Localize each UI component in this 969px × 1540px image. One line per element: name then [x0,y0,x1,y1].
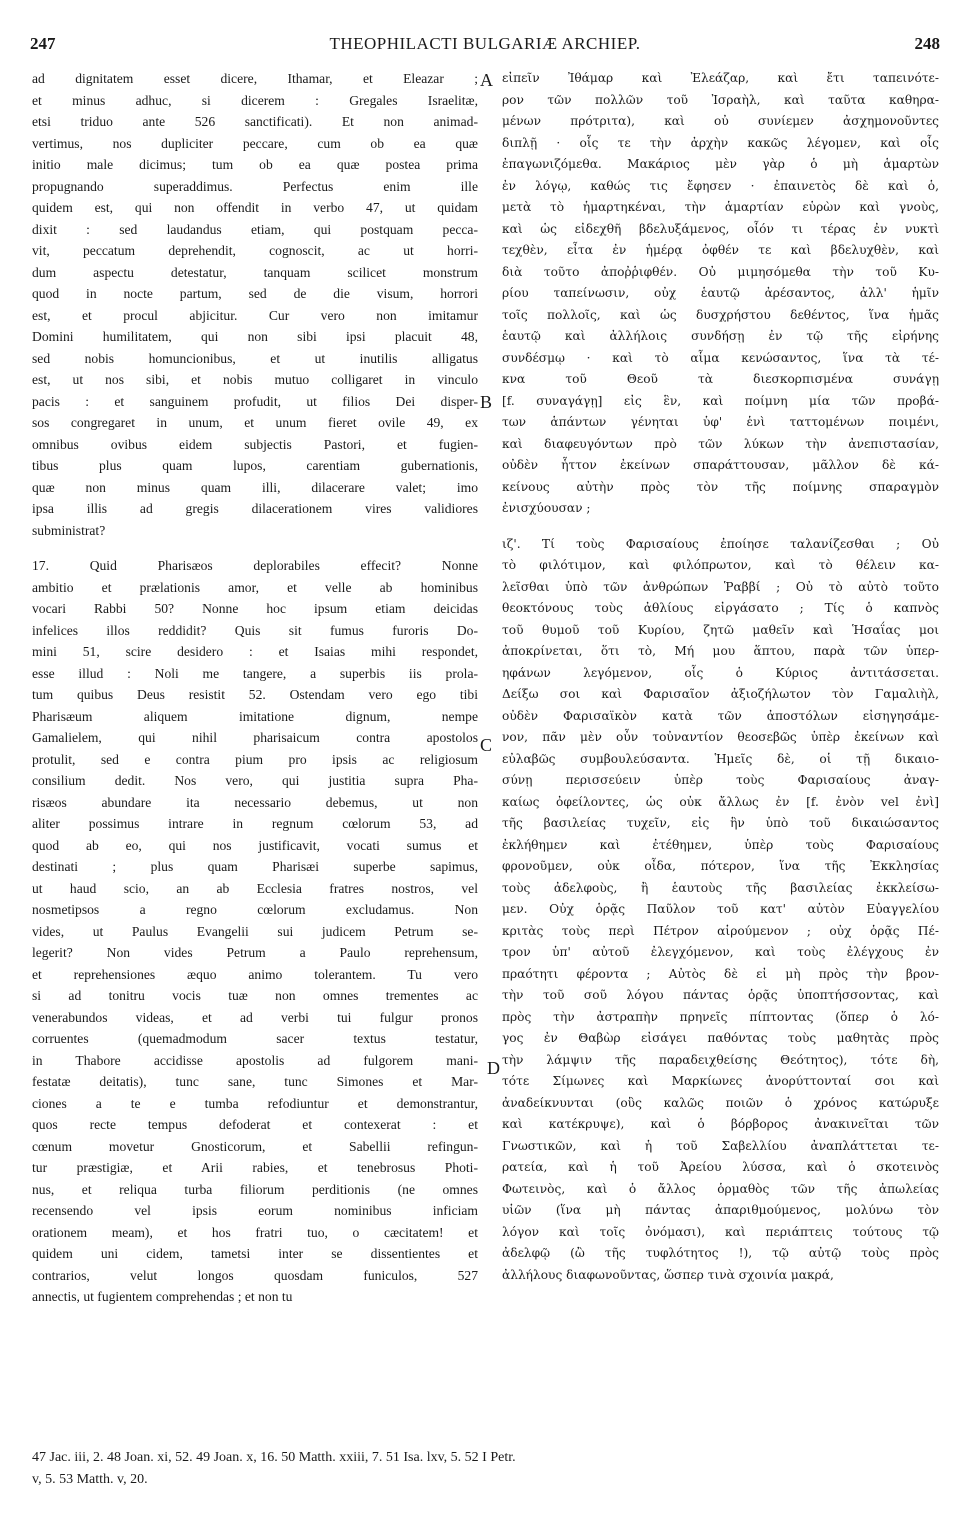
greek-line: ἀποκρίνεται, ὅτι τὸ, Μή μου ἅπτου, παρὰ τῶν ὑπερ- [502,644,939,658]
latin-line: recensendo vel ipsis eorum nominibus inficiam [32,1203,478,1218]
latin-column [32,68,478,1308]
latin-line: contrarios, velut longos quosdam funiculos, 527 [32,1267,478,1283]
greek-line: κριτὰς τοὺς περὶ Πέτρον αἱρούμενον ; οὐχ ὁρᾷς Πέ- [502,923,939,938]
latin-line: si ad tonitru vocis tuæ non omnes trementes ac [32,988,478,1003]
greek-line: τότε Σίμωνες καὶ Μαρκίωνες ἀνορύττονταί σοι καὶ [502,1074,939,1088]
greek-line: τεχθὲν, εἶτα ἐν ἡμέρᾳ ὀφθέν τε καὶ βδελυχθὲν, καὶ [502,243,939,257]
greek-line: διὰ τοῦτο ἀποῤῥιφθέν. Οὐ μιμησόμεθα τὴν τοῦ Κυ- [502,264,939,279]
greek-line: καὶ κατέκρυψε), καὶ ὁ βόρβορος ἀνακινεῖται τῶν [502,1117,939,1131]
greek-line: ρίου ταπείνωσιν, οὐχ ἑαυτῷ ἀρέσαντος, ἀλλ' ἡμῖν [502,286,939,300]
greek-line: τὸ φιλότιμον, καὶ φιλόπρωτον, καὶ τὸ θέλειν κα- [502,558,939,572]
latin-line: dum aspectu detestatur, tanquam scilicet monstrum [32,264,478,280]
paragraph-gap [502,520,939,534]
greek-line: [f. συναγάγῃ] εἰς ἓν, καὶ ποίμνη μία τῶν προβά- [502,393,939,408]
section-marker-b: B [480,392,493,412]
latin-line: quidem uni cidem, tametsi inter se dissentientes et [32,1246,478,1261]
latin-line: protulit, sed e contra pium pro ipsis ac religiosum [32,751,478,767]
greek-line: Δείξω σοι καὶ Φαρισαῖον ἀξιοζήλωτον τὸν Γαμαλιὴλ, [502,687,939,701]
latin-line: subministrat? [32,522,106,538]
latin-line: corruentes (quemadmodum sacer textus testatur, [32,1031,478,1046]
latin-line: in Thabore accidisse apostolis ad fulgorem mani- [32,1052,478,1068]
greek-line: φρονοῦμεν, οὐκ οἶδα, πότερον, ἵνα τῆς Ἐκκλησίας [502,859,939,873]
greek-line: πρὸς τὴν ἀστραπὴν πρηνεῖς πίπτοντας (ὅπερ ὁ λό- [502,1009,939,1024]
latin-line: Gamalielem, qui nihil pharisaicum contra apostolos [32,730,478,745]
greek-line: ηφάνων λεγόμενον, οἷς ὁ Κύριος ἀντιτάσσεται. [502,665,939,680]
latin-line: quod ab eo, qui nos justificavit, vocati sumus et [32,837,478,853]
greek-line: τοῖς πολλοῖς, καὶ ὡς δυσχρήστου δεθέντος, ἵνα ἡμᾶς [502,307,939,322]
latin-line: et reprehensiones æquo animo tolerantem. Tu vero [32,966,478,982]
paragraph-gap [32,541,478,555]
latin-line: ambitio et prælationis amor, et velle ab hominibus [32,579,478,595]
greek-line: κείνους αὐτὴν πρὸς τὸν τῆς ποίμνης σπαραγμὸν [502,479,939,494]
greek-line: θεοκτόνους τοὺς ἀθλίους εἰργάσατο ; Τίς ὁ καπνὸς [502,601,939,615]
footnote-line: 47 Jac. iii, 2. 48 Joan. xi, 52. 49 Joan. x, 16. 50 Matth. xxiii, 7. 51 Isa. lxv, 5. 52 I Petr. [32,1450,516,1465]
running-title: THEOPHILACTI BULGARIÆ ARCHIEP. [329,34,641,53]
latin-line: etsi triduo ante 526 sanctificati). Et non animad- [32,114,478,129]
page-number-right: 248 [914,34,940,53]
latin-line: Pharisæum aliquem imitatione dignum, nempe [32,708,478,724]
latin-line: quidem est, qui non offendit in verbo 47, ut quidam [32,200,478,215]
greek-line: τὴν τοῦ σοῦ λόγου πάντας ὁρᾷς ὑποπτήσσοντας, καὶ [502,988,939,1002]
greek-line: εἰπεῖν Ἰθάμαρ καὶ Ἐλεάζαρ, καὶ ἔτι ταπεινότε- [502,71,939,85]
latin-line: tur præstigiæ, et Arii rabies, et tenebrosus Photi- [32,1160,478,1175]
latin-line: omnibus ovibus eidem subjectis Pastori, et fugien- [32,436,478,452]
latin-line: annectis, ut fugientem comprehendas ; et non tu [32,1289,293,1304]
section-marker-c: C [480,735,493,755]
greek-line: πραότητι φέροντα ; Αὐτὸς δὲ εἰ μὴ πρὸς τὴν βρον- [502,966,939,981]
footnotes [32,1448,937,1491]
greek-line: των ἁπάντων γένηται ὑφ' ἑνὶ ταττομένων ποιμένι, [502,415,939,429]
latin-line: pacis : et sanguinem profudit, ut filios Dei disper- [32,393,478,409]
greek-line: ρον τῶν πολλῶν τοῦ Ἰσραὴλ, καὶ ταῦτα καθηρα- [502,92,939,107]
section-marker-a: A [480,70,493,90]
section-marker-d: D [487,1058,500,1078]
greek-line: καὶ διαφευγόντων πρὸ τῶν λύκων τὴν ἀνεπιστασίαν, [502,436,939,451]
latin-line: quos recte tempus defoderat et contexerat : et [32,1117,478,1132]
latin-line: ut haud scio, an ab Ecclesia fratres nostros, vel [32,880,478,896]
latin-line: 17. Quid Pharisæos deplorabiles effecit? Nonne [32,558,478,573]
greek-line: ιζ'. Τί τοὺς Φαρισαίους ἐποίησε ταλανίζεσθαι ; Οὐ [502,536,939,551]
latin-line: est, ut nos sibi, et nobis mutuo colligaret in vinculo [32,372,478,387]
greek-line: ἀδελφῷ (ὢ τῆς τυφλότητος !), τῷ αὐτῷ τοὺς πρὸς [502,1246,939,1260]
greek-line: οὐδὲν Φαρισαϊκὸν κατὰ τῶν ἀποστόλων εἰσηγησάμε- [502,708,939,723]
greek-line: τρον ὑπ' αὐτοῦ ἐλεγχόμενον, καὶ τοὺς ἐλέγχους ἐν [502,945,939,959]
greek-line: συνδέσμῳ · καὶ τὸ αἷμα κενώσαντος, ἵνα τὰ τέ- [502,350,939,365]
latin-line: est, et procul abjicitur. Cur vero non imitamur [32,307,478,323]
latin-line: ad dignitatem esset dicere, Ithamar, et Eleazar ; [32,71,478,86]
latin-line: sos congregaret in unum, et unum fieret ovile 49, ex [32,415,478,430]
latin-line: tum quibus Deus resistit 52. Ostendam vero ego tibi [32,687,478,702]
greek-line: μένων πρότριτα), καὶ οὐ συνίεμεν ἀσχημονοῦντες [502,114,939,128]
latin-line: et minus adhuc, si dicerem : Gregales Israelitæ, [32,92,478,108]
latin-line: vit, peccatum deprehendit, cognoscit, ac ut horri- [32,243,478,258]
greek-line: τὴν λάμψιν τῆς παραδειχθείσης Θεότητος), τότε δὴ, [502,1052,939,1067]
latin-line: nus, et reliqua turba filiorum perditionis (ne omnes [32,1181,478,1197]
latin-line: festatæ deitatis), tunc sane, tunc Simones et Mar- [32,1074,478,1089]
greek-line: λεῖσθαι ὑπὸ τῶν ἀνθρώπων Ῥαββί ; Οὐ τὸ αὐτὸ τοῦτο [502,579,939,594]
latin-line: ipsa illis ad gregis dilacerationem vires validiores [32,501,478,516]
latin-line: nosmetipsos a regno cœlorum excludamus. Non [32,902,478,917]
latin-line: venerabundos videas, et ad verbi tui fulgur pronos [32,1009,478,1025]
greek-line: διπλῇ · οἷς τε τὴν ἀρχὴν κακῶς λέγομεν, καὶ οἷς [502,135,939,150]
greek-line: μετὰ τὸ ἡμαρτηκέναι, τὴν ἁμαρτίαν εὑρὼν καὶ γνοὺς, [502,200,939,214]
latin-line: tibus plus quam lupos, carentiam gubernationis, [32,458,478,473]
greek-line: καίως ὀφείλοντες, ὡς οὐκ ἄλλως ἐν [f. ἐνὸν vel ἐνὶ] [502,794,939,809]
greek-line: οὐδὲν ἧττον ἐκείνων σπαράττουσαν, μᾶλλον δὲ κά- [502,458,939,472]
greek-line: ἐνισχύουσαν ; [502,501,591,515]
latin-line: infelices illos reddidit? Quis sit fumus furoris Do- [32,622,478,638]
greek-line: ἑαυτῷ καὶ ἀλλήλοις συνδήσῃ ἐν τῷ τῆς εἰρήνης [502,329,939,343]
latin-line: sed nobis homuncionibus, et ut inutilis alligatus [32,350,478,366]
latin-line: risæos abundare ita necessario debemus, ut non [32,794,478,810]
greek-line: ἐπαγωνιζόμεθα. Μακάριος μὲν γὰρ ὁ μὴ ἁμαρτὼν [502,157,939,171]
latin-line: vocari Rabbi 50? Nonne hoc ipsum etiam deicidas [32,601,478,616]
latin-line: legerit? Non vides Petrum a Paulo reprehensum, [32,945,478,960]
greek-line: ἐκλήθημεν καὶ ἐτέθημεν, ὑπὲρ τοὺς Φαρισαίους [502,837,939,852]
greek-line: καὶ ὡς εἰδεχθῆ βδελυξάμενος, οἷόν τι τέρας ἐν νυκτὶ [502,221,939,236]
greek-line: ἀλλήλους διαφωνοῦντας, ὥσπερ τινὰ σχοινία μακρά, [502,1267,834,1282]
greek-line: γος ἐν Θαβὼρ εἰσάγει παθόντας τοὺς μαθητὰς πρὸς [502,1031,939,1045]
latin-line: vides, ut Paulus Evangelii sui judicem Petrum se- [32,923,478,939]
greek-line: υἱῶν (ἵνα μὴ πάντας ἀπαριθμούμενος, μολύνω τὸν [502,1203,939,1217]
latin-line: consilium dedit. Nos vero, qui justitia supra Pha- [32,773,478,788]
footnote-line: v, 5. 53 Matth. v, 20. [32,1471,148,1487]
latin-line: propugnando superaddimus. Perfectus enim ille [32,178,478,194]
latin-line: orationem meam), et hos fratri tuo, o cæcitatem! et [32,1224,478,1240]
greek-line: Γνωστικῶν, καὶ ἡ τοῦ Σαβελλίου ἀναπλάττεται τε- [502,1138,939,1153]
latin-line: quod in nocte partum, sed de die visum, horrori [32,286,478,301]
greek-line: μεν. Οὐχ ὁρᾷς Παῦλον τοῦ κατ' αὐτὸν Εὐαγγελίου [502,902,939,916]
greek-line: ἐν λόγῳ, καθώς τις ἔφησεν · ἐπαινετὸς δὲ καὶ ὁ, [502,178,939,193]
greek-column [502,68,939,1286]
running-header [30,30,940,58]
greek-line: Φωτεινὸς, καὶ ὁ ἄλλος ὁρμαθὸς τῶν τῆς ἀπωλείας [502,1181,939,1196]
latin-line: ciones a te e tumba refodiuntur et demonstrantur, [32,1095,478,1111]
greek-line: ἀναδείκνυνται (οὓς καλῶς ποιῶν ὁ χρόνος κατώρυξε [502,1095,939,1110]
greek-line: τῆς βασιλείας τυχεῖν, εἰς ἣν ὑπὸ τοῦ δικαιώσαντος [502,816,939,830]
latin-line: initio male dicimus; tum ob ea quæ postea prima [32,157,478,172]
latin-line: mini 51, scire desidero : et Isaias mihi respondet, [32,644,478,659]
latin-line: dixit : sed laudandus etiam, qui postquam pecca- [32,221,478,237]
latin-line: vertimus, nos dupliciter peccare, cum ob ea quæ [32,135,478,151]
latin-line: aliter possimus intrare in regnum cœlorum 53, ad [32,816,478,831]
greek-line: τοῦ θυμοῦ τοῦ Κυρίου, ζητῶ μαθεῖν καὶ Ἡσαΐας μοι [502,622,939,637]
greek-line: σύνῃ περισσεύειν ὑπὲρ τοὺς Φαρισαίους ἀναγ- [502,773,939,787]
latin-line: esse illud : Noli me tangere, a superbis iis prola- [32,665,478,681]
greek-line: λόγον καὶ τοῖς ὀνόμασι), καὶ περιάπτεις τούτους τῷ [502,1224,939,1239]
greek-line: ρατεία, καὶ ἡ τοῦ Ἀρείου λύσσα, καὶ ὁ σκοτεινὸς [502,1160,939,1174]
greek-line: νον, πᾶν μὲν οὖν τοὐναντίον θεοσεβῶς ὑπὲρ ἐκείνων καὶ [502,730,939,744]
greek-line: εὐλαβῶς συμβουλεύσαντα. Ἡμεῖς δὲ, οἱ τῇ δικαιο- [502,751,939,766]
greek-line: κνα τοῦ Θεοῦ τὰ διεσκορπισμένα συνάγῃ [502,372,939,386]
latin-line: destinati ; plus quam Pharisæi superbe sapimus, [32,859,478,874]
page-number-left: 247 [30,34,56,53]
greek-line: τοὺς ἀδελφοὺς, ἢ ἑαυτοὺς τῆς βασιλείας ἐκκλείσω- [502,880,939,895]
latin-line: Domini humilitatem, qui non sibi ipsi placuit 48, [32,329,478,344]
latin-line: cœnum movetur Gnosticorum, et Sabellii refingun- [32,1138,478,1154]
latin-line: quæ non minus quam illi, dilacerare valet; imo [32,479,478,495]
